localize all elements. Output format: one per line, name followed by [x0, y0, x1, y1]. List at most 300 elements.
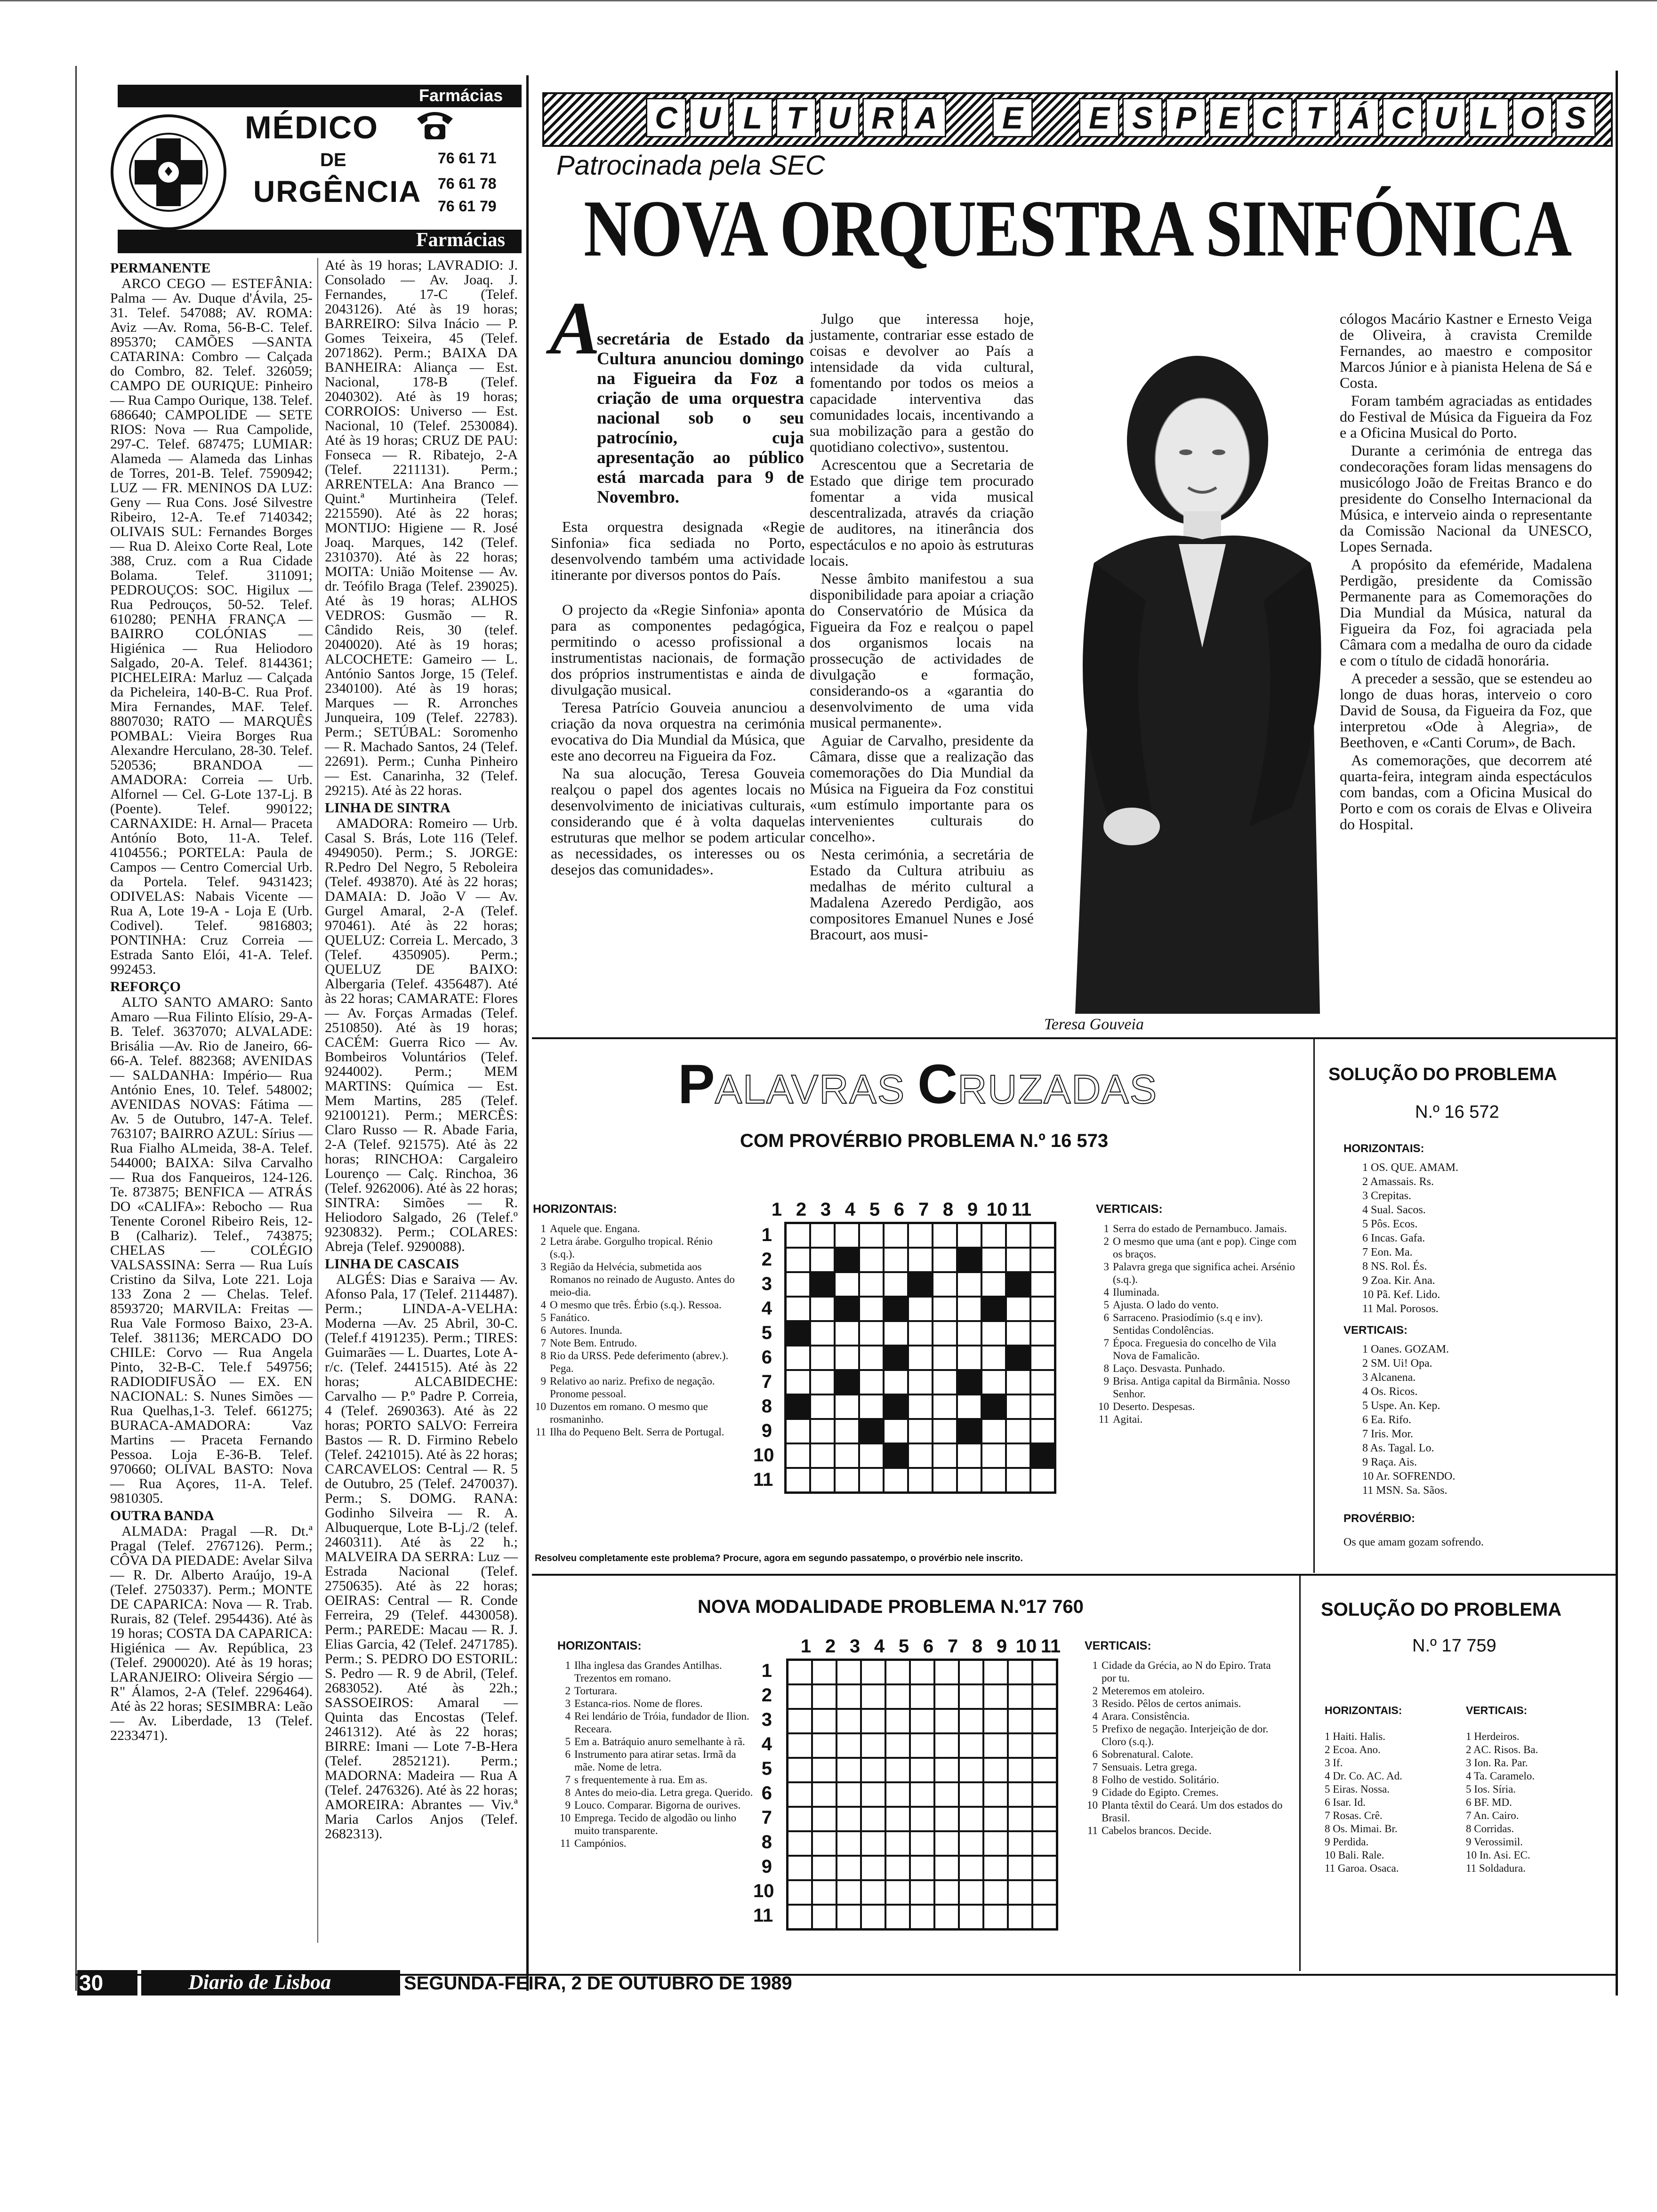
crossword-cell[interactable]	[837, 1684, 861, 1709]
crossword-cell[interactable]	[934, 1880, 959, 1905]
crossword-cell[interactable]	[859, 1443, 884, 1468]
crossword-cell[interactable]	[1030, 1248, 1055, 1272]
crossword-cell[interactable]	[908, 1468, 933, 1492]
crossword-cell[interactable]	[957, 1223, 981, 1248]
crossword-cell[interactable]	[910, 1782, 934, 1807]
clue-text: Prefixo de negação. Interjeição de dor. Cloro (s.q.).	[1102, 1723, 1269, 1747]
crossword-cell[interactable]	[959, 1782, 983, 1807]
clue-text: Cidade do Egipto. Cremes.	[1102, 1787, 1219, 1798]
crossword-cell[interactable]	[1006, 1419, 1030, 1443]
crossword-cell[interactable]	[788, 1782, 812, 1807]
article-paragraph: Aguiar de Carvalho, presidente da Câmara, disse que a realização das comemorações do Dia Mundial da Música na Figueira da Foz constitui «um estímulo importante para os intervenientes culturais do concelho».	[810, 732, 1034, 845]
crossword-cell[interactable]	[908, 1346, 933, 1370]
crossword-cell[interactable]	[861, 1831, 885, 1856]
clue-number: 7	[1092, 1761, 1098, 1773]
crossword-cell[interactable]	[933, 1468, 957, 1492]
crossword-cell[interactable]	[810, 1248, 835, 1272]
crossword-cell[interactable]	[959, 1758, 983, 1782]
crossword-cell[interactable]	[1032, 1856, 1057, 1880]
crossword-cell[interactable]	[981, 1443, 1006, 1468]
crossword-cell[interactable]	[1008, 1733, 1032, 1758]
crossword-cell[interactable]	[957, 1468, 981, 1492]
crossword-cell[interactable]	[959, 1660, 983, 1684]
crossword-cell[interactable]	[959, 1831, 983, 1856]
crossword-cell[interactable]	[837, 1880, 861, 1905]
crossword-cell[interactable]	[884, 1321, 908, 1346]
crossword-cell[interactable]	[810, 1370, 835, 1395]
crossword-cell[interactable]	[812, 1856, 837, 1880]
crossword-cell[interactable]	[884, 1223, 908, 1248]
crossword-cell[interactable]	[861, 1856, 885, 1880]
crossword-cell[interactable]	[981, 1248, 1006, 1272]
crossword-cell[interactable]	[788, 1758, 812, 1782]
crossword-cell[interactable]	[885, 1709, 910, 1733]
crossword-cell[interactable]	[959, 1905, 983, 1929]
crossword-cell[interactable]	[1008, 1905, 1032, 1929]
crossword-cell[interactable]	[1030, 1272, 1055, 1297]
crossword-cell[interactable]	[934, 1905, 959, 1929]
crossword-cell[interactable]	[983, 1905, 1008, 1929]
crossword-cell[interactable]	[1030, 1419, 1055, 1443]
pharmacy-list-reforco: ALTO SANTO AMARO: Santo Amaro —Rua Filinto Elísio, 29-A-B. Telef. 3637070; ALVALADE: Brisália —Av. Rio de Janeiro, 66-66-A. Telef. 882368; AVENIDAS — SALDANHA: Império— Rua António Enes, 10. Telef. 548002; AVENIDAS NOVAS: Fátima —Av. 5 de Outubro, 147-A. Telef. 763107; BAIRRO AZUL: Sírius —Rua Fialho ALmeida, 38-A. Telef. 544000; BAIXA: Silva Carvalho — Rua dos Fanqueiros, 124-126. Te. 873875; BENFICA — ATRÁS DO «CALIFA»: Rebocho — Rua Tenente Coronel Ribeiro Reis, 12-B (Calhariz). Telef., 743875; CHELAS — COLÉGIO VALSASSINA: Serra — Rua Luís Cristino da Silva, Lote 221. Loja 133 Zona 2 — Chelas. Telef. 8593720; MARVILA: Freitas — Rua Vale Formoso Baixo, 23-A. Telef. 381136; MERCADO DO CHILE: Corvo — Rua Angela Pinto, 32-B-C. Tele.f 549756; RADIODIFUSÃO — EX. EN NACIONAL: S. Nunes Simões — Rua Quelhas,1-3. Telef. 661275; BURACA-AMADORA: Vaz Martins — Praceta Fernando Pessoa. Loja E-36-B. Telef. 970660; OLIVAL BASTO: Nova — Rua Açores, 11-A. Telef. 9810305.	[110, 994, 313, 1506]
solution-line: 7 Iris. Mor.	[1362, 1428, 1413, 1440]
crossword-cell[interactable]	[934, 1831, 959, 1856]
crossword-cell[interactable]	[933, 1370, 957, 1395]
grid-row-number: 1	[761, 1225, 772, 1245]
crossword-cell[interactable]	[1032, 1709, 1057, 1733]
crossword-cell[interactable]	[910, 1831, 934, 1856]
crossword-cell[interactable]	[835, 1272, 859, 1297]
clue-item	[557, 1837, 755, 1850]
clue-number: 3	[565, 1698, 571, 1709]
crossword-cell[interactable]	[981, 1346, 1006, 1370]
clue-item	[557, 1799, 755, 1811]
grid-row-number: 5	[761, 1322, 772, 1343]
crossword-cell[interactable]	[934, 1856, 959, 1880]
crossword-cell[interactable]	[812, 1782, 837, 1807]
crossword-cell[interactable]	[1006, 1468, 1030, 1492]
pharmacy-column-divider	[317, 258, 318, 1943]
crossword-cell[interactable]	[933, 1419, 957, 1443]
crossword-cell[interactable]	[933, 1272, 957, 1297]
clue-number: 1	[1092, 1659, 1098, 1671]
crossword-black-cell	[908, 1272, 933, 1297]
crossword-cell[interactable]	[835, 1468, 859, 1492]
crossword-cell[interactable]	[859, 1346, 884, 1370]
crossword-cell[interactable]	[812, 1807, 837, 1831]
crossword-cell[interactable]	[908, 1223, 933, 1248]
article-paragraph: A propósito da efeméride, Madalena Perdigão, presidente da Comissão Permanente para as Comemorações do Dia Mundial da Música, natural da Figueira da Foz, foi agraciada pela Câmara com a medalha de ouro da cidade e com o título de cidadã honorária.	[1340, 556, 1592, 669]
crossword-cell[interactable]	[788, 1660, 812, 1684]
crossword-cell[interactable]	[786, 1468, 810, 1492]
crossword-cell[interactable]	[1008, 1758, 1032, 1782]
crossword-cell[interactable]	[957, 1297, 981, 1321]
crossword-cell[interactable]	[959, 1733, 983, 1758]
clue-text: Campónios.	[574, 1837, 627, 1849]
crossword-cell[interactable]	[1008, 1782, 1032, 1807]
crossword-cell[interactable]	[837, 1856, 861, 1880]
clue-item	[533, 1349, 740, 1375]
crossword-cell[interactable]	[786, 1223, 810, 1248]
crossword-cell[interactable]	[910, 1660, 934, 1684]
clue-text: s frequentemente à rua. Em as.	[574, 1774, 708, 1786]
crossword-cell[interactable]	[1032, 1905, 1057, 1929]
crossword-cell[interactable]	[810, 1443, 835, 1468]
crossword-cell[interactable]	[786, 1443, 810, 1468]
crossword-cell[interactable]	[1030, 1346, 1055, 1370]
crossword-cell[interactable]	[861, 1905, 885, 1929]
solution-line: 4 Os. Ricos.	[1362, 1386, 1418, 1398]
crossword-cell[interactable]	[885, 1733, 910, 1758]
crossword-cell[interactable]	[859, 1272, 884, 1297]
crossword-cell[interactable]	[908, 1248, 933, 1272]
crossword-cell[interactable]	[810, 1395, 835, 1419]
grid-column-number: 11	[1040, 1636, 1061, 1657]
crossword-cell[interactable]	[957, 1321, 981, 1346]
crossword-cell[interactable]	[861, 1684, 885, 1709]
crossword-cell[interactable]	[957, 1395, 981, 1419]
crossword-cell[interactable]	[884, 1272, 908, 1297]
crossword-cell[interactable]	[934, 1660, 959, 1684]
pharmacy-column-1	[110, 258, 313, 1952]
crossword-cell[interactable]	[1008, 1709, 1032, 1733]
crossword-cell[interactable]	[1032, 1660, 1057, 1684]
photo-caption: Teresa Gouveia	[1044, 1016, 1144, 1033]
solution-line: 3 Ion. Ra. Par.	[1466, 1757, 1528, 1769]
crossword-cell[interactable]	[859, 1395, 884, 1419]
crossword-cell[interactable]	[934, 1733, 959, 1758]
crossword-black-cell	[835, 1370, 859, 1395]
crossword-cell[interactable]	[934, 1782, 959, 1807]
clue-item	[1085, 1684, 1287, 1697]
crossword-cell[interactable]	[835, 1395, 859, 1419]
solution2-vert-label: VERTICAIS:	[1466, 1704, 1528, 1716]
crossword-cell[interactable]	[786, 1419, 810, 1443]
crossword-cell[interactable]	[788, 1684, 812, 1709]
crossword-cell[interactable]	[959, 1880, 983, 1905]
clue-text: Laço. Desvasta. Punhado.	[1113, 1362, 1225, 1374]
crossword-cell[interactable]	[983, 1684, 1008, 1709]
crossword-cell[interactable]	[1030, 1370, 1055, 1395]
crossword-cell[interactable]	[933, 1321, 957, 1346]
crossword-cell[interactable]	[885, 1831, 910, 1856]
crossword-cell[interactable]	[835, 1419, 859, 1443]
crossword-cell[interactable]	[983, 1856, 1008, 1880]
crossword1-grid[interactable]	[784, 1222, 1056, 1494]
crossword-cell[interactable]	[983, 1831, 1008, 1856]
crossword-cell[interactable]	[959, 1684, 983, 1709]
crossword-cell[interactable]	[1032, 1782, 1057, 1807]
crossword-cell[interactable]	[910, 1733, 934, 1758]
clue-number: 11	[535, 1426, 546, 1438]
crossword-cell[interactable]	[859, 1223, 884, 1248]
crossword-cell[interactable]	[861, 1758, 885, 1782]
crossword-cell[interactable]	[934, 1709, 959, 1733]
section-banner-letters	[646, 98, 1596, 137]
crossword-cell[interactable]	[810, 1468, 835, 1492]
crossword-cell[interactable]	[908, 1297, 933, 1321]
crossword-cell[interactable]	[1032, 1733, 1057, 1758]
crossword-cell[interactable]	[1008, 1856, 1032, 1880]
clue-item	[557, 1684, 755, 1697]
crossword-cell[interactable]	[837, 1733, 861, 1758]
section-banner-letter: C	[1252, 98, 1293, 137]
crossword-cell[interactable]	[1032, 1684, 1057, 1709]
crossword-cell[interactable]	[837, 1660, 861, 1684]
crossword-cell[interactable]	[957, 1443, 981, 1468]
crossword-cell[interactable]	[908, 1443, 933, 1468]
crossword-cell[interactable]	[1006, 1370, 1030, 1395]
crossword-black-cell	[884, 1297, 908, 1321]
crossword-cell[interactable]	[1008, 1807, 1032, 1831]
crossword-cell[interactable]	[812, 1709, 837, 1733]
crossword-cell[interactable]	[788, 1807, 812, 1831]
crossword-cell[interactable]	[884, 1468, 908, 1492]
clue-item	[533, 1260, 740, 1298]
crossword-cell[interactable]	[1006, 1248, 1030, 1272]
crossword-cell[interactable]	[983, 1782, 1008, 1807]
crossword-cell[interactable]	[1006, 1321, 1030, 1346]
crossword-cell[interactable]	[1006, 1395, 1030, 1419]
grid-column-number: 8	[942, 1199, 954, 1220]
grid-column-number: 9	[967, 1199, 978, 1220]
crossword-cell[interactable]	[788, 1709, 812, 1733]
top-border	[0, 0, 1657, 1]
crossword-cell[interactable]	[861, 1782, 885, 1807]
crossword-cell[interactable]	[861, 1709, 885, 1733]
crossword2-grid[interactable]	[786, 1659, 1058, 1931]
crossword-cell[interactable]	[885, 1880, 910, 1905]
crossword-cell[interactable]	[959, 1807, 983, 1831]
crossword-cell[interactable]	[810, 1419, 835, 1443]
crossword-cell[interactable]	[812, 1684, 837, 1709]
grid-column-number: 5	[869, 1199, 880, 1220]
grid-row-number: 8	[761, 1396, 772, 1417]
crossword-cell[interactable]	[885, 1905, 910, 1929]
crossword-cell[interactable]	[835, 1321, 859, 1346]
crossword-cell[interactable]	[885, 1782, 910, 1807]
crossword-cell[interactable]	[885, 1856, 910, 1880]
clue-number: 10	[535, 1401, 546, 1412]
section-banner-letter: E	[992, 98, 1033, 137]
crossword-cell[interactable]	[1006, 1223, 1030, 1248]
crossword-cell[interactable]	[910, 1758, 934, 1782]
crossword-cell[interactable]	[933, 1443, 957, 1468]
crossword-cell[interactable]	[837, 1831, 861, 1856]
crossword-cell[interactable]	[837, 1905, 861, 1929]
crossword-cell[interactable]	[859, 1321, 884, 1346]
crossword-cell[interactable]	[981, 1272, 1006, 1297]
clue-text: Palavra grega que significa achei. Arsénio (s.q.).	[1113, 1261, 1295, 1285]
crossword-cell[interactable]	[835, 1346, 859, 1370]
crossword-cell[interactable]	[835, 1443, 859, 1468]
crossword-cell[interactable]	[981, 1321, 1006, 1346]
crossword-cell[interactable]	[859, 1248, 884, 1272]
crossword-cell[interactable]	[1030, 1223, 1055, 1248]
crossword-black-cell	[981, 1395, 1006, 1419]
crossword-cell[interactable]	[1030, 1468, 1055, 1492]
grid-column-number: 2	[825, 1636, 836, 1657]
crossword-cell[interactable]	[981, 1370, 1006, 1395]
crossword-cell[interactable]	[910, 1684, 934, 1709]
solution-line: 11 MSN. Sa. Sãos.	[1362, 1484, 1448, 1497]
crossword-cell[interactable]	[1008, 1831, 1032, 1856]
crossword-cell[interactable]	[934, 1758, 959, 1782]
crossword-cell[interactable]	[786, 1346, 810, 1370]
clue-text: Relativo ao nariz. Prefixo de negação. Pronome pessoal.	[550, 1375, 715, 1400]
crossword-cell[interactable]	[786, 1248, 810, 1272]
crossword-cell[interactable]	[983, 1880, 1008, 1905]
crossword-cell[interactable]	[786, 1272, 810, 1297]
clue-text: Meteremos em atoleiro.	[1102, 1685, 1205, 1697]
crossword-cell[interactable]	[934, 1684, 959, 1709]
crossword-cell[interactable]	[910, 1856, 934, 1880]
crossword-cell[interactable]	[788, 1733, 812, 1758]
crossword-cell[interactable]	[1006, 1443, 1030, 1468]
crossword-cell[interactable]	[859, 1297, 884, 1321]
crossword-cell[interactable]	[1008, 1660, 1032, 1684]
crossword-cell[interactable]	[983, 1660, 1008, 1684]
clue-number: 3	[1092, 1698, 1098, 1709]
crossword-cell[interactable]	[910, 1880, 934, 1905]
crossword-cell[interactable]	[1030, 1321, 1055, 1346]
crossword-cell[interactable]	[1030, 1395, 1055, 1419]
crossword-cell[interactable]	[812, 1905, 837, 1929]
crossword-cell[interactable]	[1008, 1684, 1032, 1709]
crossword-cell[interactable]	[933, 1395, 957, 1419]
crossword-cell[interactable]	[837, 1758, 861, 1782]
grid-row-number: 7	[761, 1807, 772, 1828]
crossword-cell[interactable]	[884, 1419, 908, 1443]
crossword-cell[interactable]	[1032, 1758, 1057, 1782]
crossword-cell[interactable]	[837, 1782, 861, 1807]
clue-number: 3	[540, 1261, 546, 1273]
crossword-cell[interactable]	[1032, 1831, 1057, 1856]
grid-row-number: 10	[753, 1881, 774, 1901]
crossword-cell[interactable]	[981, 1419, 1006, 1443]
crossword-cell[interactable]	[959, 1856, 983, 1880]
crossword-cell[interactable]	[910, 1905, 934, 1929]
crossword-cell[interactable]	[910, 1807, 934, 1831]
crossword-cell[interactable]	[861, 1807, 885, 1831]
section-banner-letter: A	[906, 98, 946, 137]
crossword-cell[interactable]	[983, 1807, 1008, 1831]
section-reforco: REFORÇO	[110, 979, 181, 994]
crossword-top-rule	[532, 1037, 1616, 1039]
pharmacy-list-cont: Até às 19 horas; LAVRADIO: J. Consolado — Av. Joaq. J. Fernandes, 17-C (Telef. 2043126). Até às 19 horas; BARREIRO: Silva Inácio — P. Gomes Teixeira, 45 (Telef. 2071862). Perm.; BAIXA DA BANHEIRA: Aliança — Est. Nacional, 178-B (Telef. 2040302). Até às 19 horas; CORROIOS: Universo — Est. Nacional, 10 (Telef. 2530084). Até às 19 horas; CRUZ DE PAU: Fonseca — R. Ribatejo, 2-A (Telef. 2211131). Perm.; ARRENTELA: Ana Branco —Quint.ª Murtinheira (Telef. 2215590). Até às 22 horas; MONTIJO: Higiene — R. José Joaq. Marques, 142 (Telef. 2310370). Até às 22 horas; MOITA: União Moitense — Av. dr. Teófilo Braga (Telef. 239025). Até às 19 horas; ALHOS VEDROS: Gusmão — R. Cândido Reis, 30 (telef. 2040020). Até às 19 horas; ALCOCHETE: Gameiro — L. António Santos Jorge, 15 (Telef. 2340100). Até às 19 horas; Marques — R. Arronches Junqueira, 109 (Telef. 22783). Perm.; SETÚBAL: Soromenho — R. Machado Santos, 24 (Telef. 22691). Perm.; Cunha Pinheiro — Est. Canarinha, 32 (Telef. 29215). Até às 22 horas.	[325, 257, 518, 798]
crossword-cell[interactable]	[1008, 1880, 1032, 1905]
crossword-cell[interactable]	[1032, 1807, 1057, 1831]
crossword-cell[interactable]	[859, 1468, 884, 1492]
clue-number: 1	[540, 1223, 546, 1234]
crossword-cell[interactable]	[957, 1272, 981, 1297]
crossword-cell[interactable]	[1032, 1880, 1057, 1905]
section-banner-letter: E	[1079, 98, 1119, 137]
crossword-cell[interactable]	[1030, 1297, 1055, 1321]
crossword-cell[interactable]	[908, 1419, 933, 1443]
clue-number: 8	[540, 1350, 546, 1362]
crossword-cell[interactable]	[861, 1733, 885, 1758]
crossword-cell[interactable]	[810, 1321, 835, 1346]
crossword-cell[interactable]	[910, 1709, 934, 1733]
clue-text: Iluminada.	[1113, 1286, 1159, 1298]
crossword-cell[interactable]	[835, 1223, 859, 1248]
article-paragraph: cólogos Macário Kastner e Ernesto Veiga de Oliveira, à cravista Cremilde Fernandes, ao maestro e compositor Marcos Júnior e à pianista Helena de Sá e Costa.	[1340, 310, 1592, 391]
crossword-cell[interactable]	[933, 1248, 957, 1272]
grid-row-number: 6	[761, 1347, 772, 1368]
crossword-cell[interactable]	[810, 1223, 835, 1248]
crossword-cell[interactable]	[885, 1807, 910, 1831]
section-banner-letter	[949, 98, 989, 137]
banner-c-letter: C	[917, 1053, 958, 1115]
crossword-cell[interactable]	[859, 1370, 884, 1395]
crossword-cell[interactable]	[812, 1831, 837, 1856]
crossword-cell[interactable]	[983, 1733, 1008, 1758]
crossword-cell[interactable]	[957, 1346, 981, 1370]
crossword-cell[interactable]	[837, 1709, 861, 1733]
clue-number: 5	[1092, 1723, 1098, 1735]
crossword-black-cell	[810, 1272, 835, 1297]
crossword-cell[interactable]	[981, 1468, 1006, 1492]
solution-line: 4 Ta. Caramelo.	[1466, 1770, 1535, 1782]
crossword-cell[interactable]	[885, 1684, 910, 1709]
crossword-cell[interactable]	[908, 1321, 933, 1346]
crossword-cell[interactable]	[933, 1346, 957, 1370]
crossword-cell[interactable]	[885, 1660, 910, 1684]
crossword-cell[interactable]	[786, 1370, 810, 1395]
crossword-cell[interactable]	[1006, 1297, 1030, 1321]
article-column-2	[810, 311, 1034, 944]
grid-row-number: 7	[761, 1371, 772, 1392]
crossword-cell[interactable]	[812, 1880, 837, 1905]
crossword-cell[interactable]	[959, 1709, 983, 1733]
crossword-cell[interactable]	[861, 1660, 885, 1684]
crossword2-top-rule	[532, 1574, 1616, 1576]
crossword-cell[interactable]	[983, 1758, 1008, 1782]
clue-text: Ilha inglesa das Grandes Antilhas. Trezentos em romano.	[574, 1659, 722, 1684]
crossword-cell[interactable]	[983, 1709, 1008, 1733]
crossword-cell[interactable]	[788, 1905, 812, 1929]
crossword-cell[interactable]	[786, 1297, 810, 1321]
clue-item	[533, 1298, 740, 1311]
crossword-cell[interactable]	[812, 1660, 837, 1684]
crossword-cell[interactable]	[933, 1297, 957, 1321]
crossword-cell[interactable]	[884, 1370, 908, 1395]
crossword-cell[interactable]	[908, 1395, 933, 1419]
clue-text: Agitai.	[1113, 1413, 1143, 1425]
clue-text: Resido. Pêlos de certos animais.	[1102, 1698, 1241, 1709]
crossword-cell[interactable]	[981, 1223, 1006, 1248]
crossword-cell[interactable]	[885, 1758, 910, 1782]
crossword-cell[interactable]	[934, 1807, 959, 1831]
crossword-cell[interactable]	[933, 1223, 957, 1248]
crossword-cell[interactable]	[837, 1807, 861, 1831]
crossword-cell[interactable]	[812, 1758, 837, 1782]
crossword1-verticais	[1096, 1203, 1298, 1426]
crossword-cell[interactable]	[810, 1346, 835, 1370]
crossword1-column-numbers	[764, 1199, 1034, 1220]
crossword1-horizontais	[533, 1203, 740, 1438]
crossword-cell[interactable]	[810, 1297, 835, 1321]
crossword-cell[interactable]	[788, 1856, 812, 1880]
crossword-cell[interactable]	[908, 1370, 933, 1395]
crossword-cell[interactable]	[884, 1248, 908, 1272]
crossword-cell[interactable]	[812, 1733, 837, 1758]
crossword-cell[interactable]	[788, 1880, 812, 1905]
crossword-cell[interactable]	[788, 1831, 812, 1856]
clue-text: Aquele que. Engana.	[550, 1223, 640, 1234]
crossword-cell[interactable]	[861, 1880, 885, 1905]
